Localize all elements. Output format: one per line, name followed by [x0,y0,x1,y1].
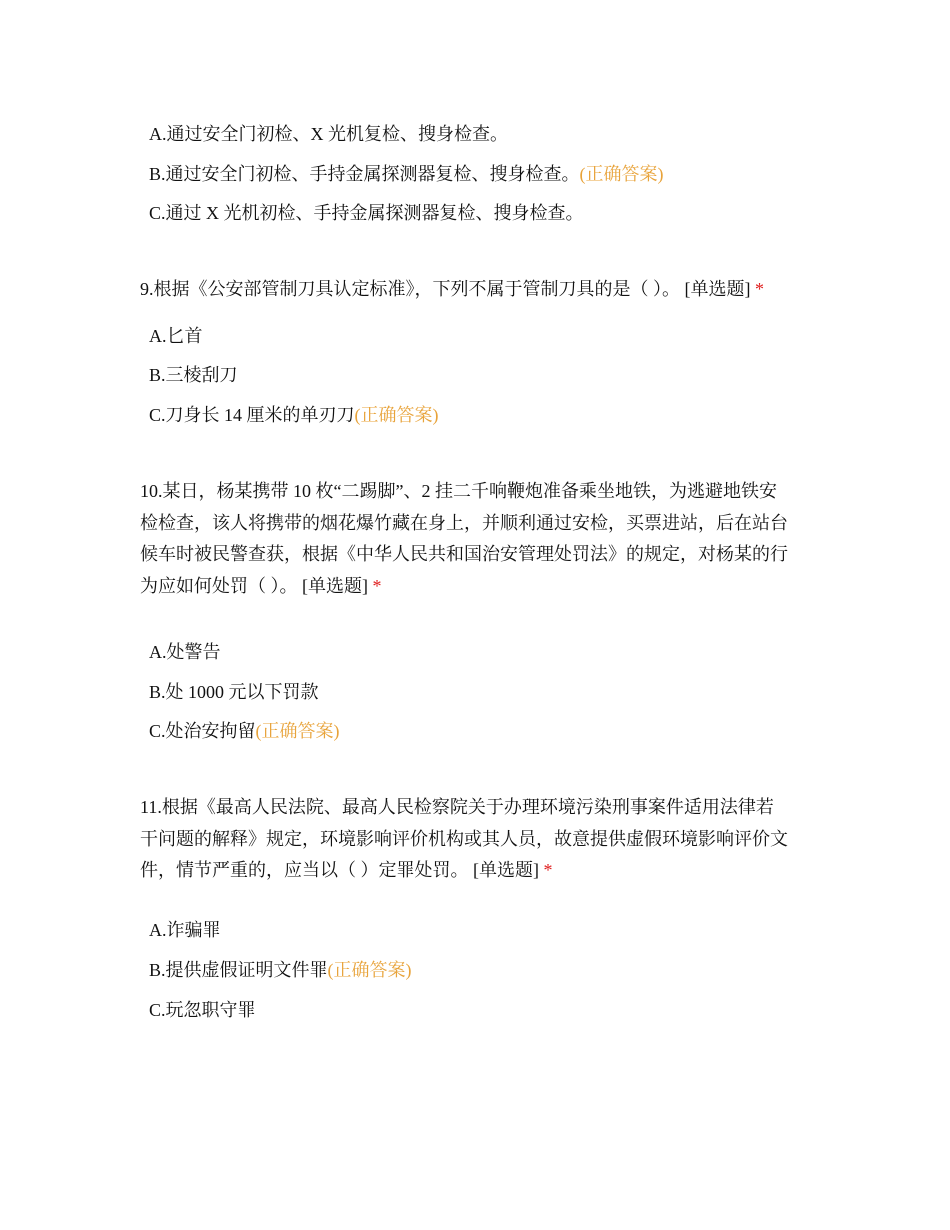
question-text: 9.根据《公安部管制刀具认定标准》，下列不属于管制刀具的是（ ）。 [单选题] [140,279,751,299]
question-line: 干问题的解释》规定，环境影响评价机构或其人员，故意提供虚假环境影响评价文 [140,828,788,849]
option-a [149,122,508,146]
option-text: C.通过 X 光机初检、手持金属探测器复检、搜身检查。 [149,203,584,223]
question-line: 检检查，该人将携带的烟花爆竹藏在身上，并顺利通过安检，买票进站，后在站台 [140,512,788,533]
option-text: C.处治安拘留 [149,721,256,741]
option-text: B.三棱刮刀 [149,365,238,385]
question-line: 候车时被民警查获，根据《中华人民共和国治安管理处罚法》的规定，对杨某的行 [140,544,788,565]
question-line: 11.根据《最高人民法院、最高人民检察院关于办理环境污染刑事案件适用法律若 [140,797,774,817]
correct-answer-tag: (正确答案) [327,960,412,980]
option-text: B.通过安全门初检、手持金属探测器复检、搜身检查。 [149,164,580,184]
required-mark: * [755,279,764,299]
required-mark: * [543,860,553,881]
correct-answer-tag: (正确答案) [579,164,664,184]
option-text: B.处 1000 元以下罚款 [149,682,319,702]
option-b [149,680,319,704]
option-a [149,918,221,942]
correct-answer-tag: (正确答案) [255,721,340,741]
question-11 [140,792,820,887]
question-text: 件，情节严重的，应当以（ ）定罪处罚。 [单选题] [140,860,539,881]
option-c [149,403,439,427]
option-c [149,719,340,743]
option-text: C.刀身长 14 厘米的单刃刀 [149,405,355,425]
option-b [149,363,238,387]
question-text: 为应如何处罚（ ）。 [单选题] [140,576,368,597]
option-b [149,162,664,186]
required-mark: * [372,576,382,597]
question-line [140,855,820,887]
option-text: A.匕首 [149,326,203,346]
option-c [149,201,584,225]
option-text: A.处警告 [149,642,221,662]
question-line [140,274,820,306]
option-text: B.提供虚假证明文件罪 [149,960,328,980]
question-9 [140,274,820,306]
question-10 [140,476,820,603]
option-b [149,958,412,982]
option-text: A.通过安全门初检、X 光机复检、搜身检查。 [149,124,508,144]
correct-answer-tag: (正确答案) [354,405,439,425]
question-line: 10.某日，杨某携带 10 枚“二踢脚”、2 挂二千响鞭炮准备乘坐地铁，为逃避地铁安 [140,481,777,501]
option-text: A.诈骗罪 [149,920,221,940]
option-c [149,998,256,1022]
option-text: C.玩忽职守罪 [149,1000,256,1020]
option-a [149,640,221,664]
option-a [149,324,203,348]
question-line [140,571,820,603]
